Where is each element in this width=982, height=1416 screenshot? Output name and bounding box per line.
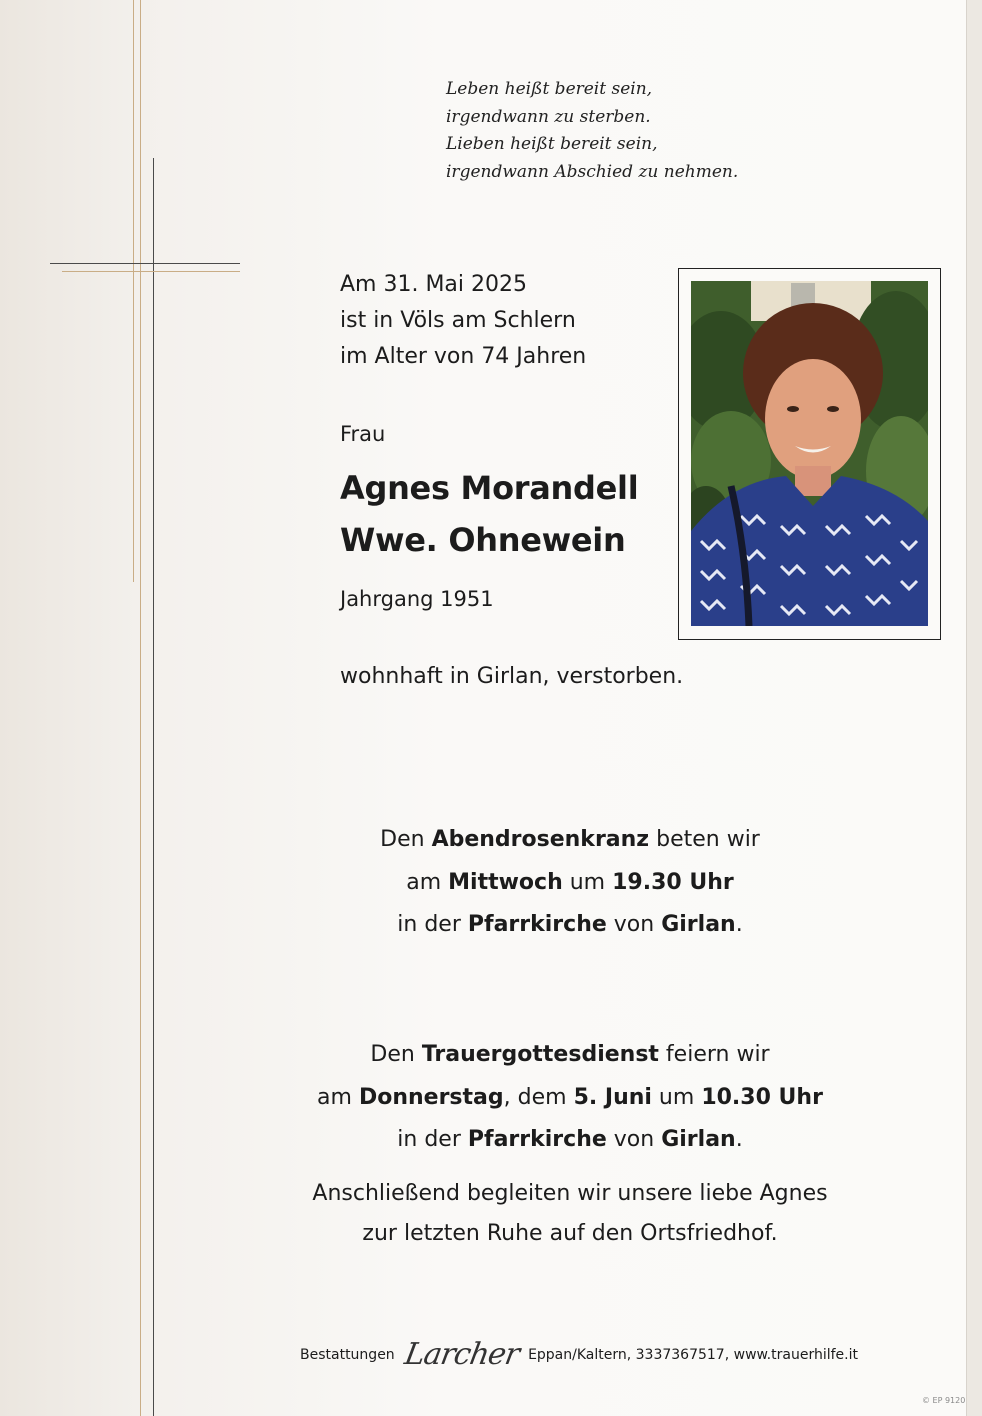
death-announcement (340, 267, 660, 375)
name-line-1: Agnes Morandell (340, 469, 639, 507)
funeral-line-1: Den Trauergottesdienst feiern wir (370, 1042, 770, 1067)
funeral-notice (250, 1034, 890, 1162)
rosary-line-3: in der Pfarrkirche von Girlan. (397, 912, 743, 937)
footer-details: Eppan/Kaltern, 3337367517, www.trauerhilfe.it (528, 1347, 858, 1363)
residence: wohnhaft in Girlan, verstorben. (340, 664, 684, 689)
deceased-name (340, 462, 670, 566)
funeral-home-footer (300, 1337, 880, 1372)
rosary-line-2: am Mittwoch um 19.30 Uhr (406, 869, 734, 895)
cross-line-gold-short (133, 0, 134, 582)
intro-line: im Alter von 74 Jahren (340, 344, 587, 369)
rosary-line-1: Den Abendrosenkranz beten wir (380, 827, 760, 852)
salutation: Frau (340, 422, 386, 446)
funeral-line-2: am Donnerstag, dem 5. Juni um 10.30 Uhr (317, 1084, 823, 1110)
poem-line: irgendwann Abschied zu nehmen. (446, 161, 739, 182)
footer-prefix: Bestattungen (300, 1347, 395, 1363)
burial-line-2: zur letzten Ruhe auf den Ortsfriedhof. (362, 1221, 778, 1246)
portrait-illustration (691, 281, 928, 626)
cross-line-dark-horizontal (50, 263, 240, 264)
burial-notice (250, 1174, 890, 1254)
cross-line-dark-vertical (153, 158, 154, 1416)
funeral-line-3: in der Pfarrkirche von Girlan. (397, 1127, 743, 1152)
cross-line-gold-long (140, 0, 141, 1416)
intro-line: Am 31. Mai 2025 (340, 272, 528, 297)
poem-line: irgendwann zu sterben. (446, 106, 651, 127)
poem-line: Leben heißt bereit sein, (446, 79, 653, 99)
print-code: © EP 9120 (922, 1396, 966, 1405)
poem-line: Lieben heißt bereit sein, (446, 134, 658, 154)
burial-line-1: Anschließend begleiten wir unsere liebe Agnes (312, 1181, 828, 1206)
birth-year: Jahrgang 1951 (340, 587, 494, 611)
card-edge (966, 0, 982, 1416)
portrait-frame (678, 268, 941, 640)
name-line-2: Wwe. Ohnewein (340, 521, 626, 559)
rosary-notice (250, 819, 890, 947)
poem (446, 76, 806, 186)
cross-line-gold-horizontal (62, 271, 240, 272)
intro-line: ist in Völs am Schlern (340, 308, 576, 333)
portrait-photo (691, 281, 928, 626)
funeral-home-logo: Larcher (401, 1337, 522, 1372)
